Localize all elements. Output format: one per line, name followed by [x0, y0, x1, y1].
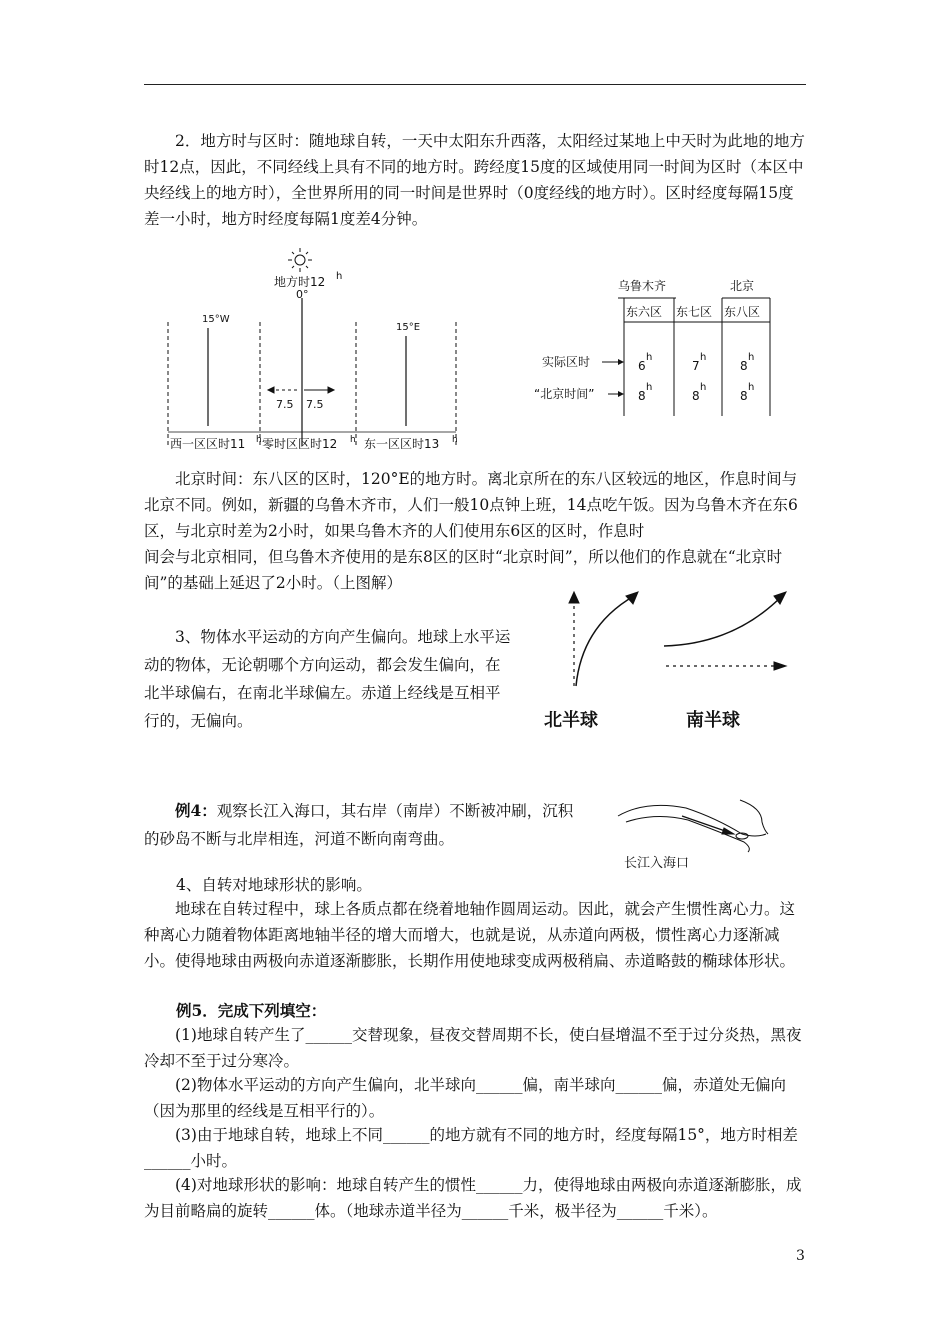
east-meridian-label: 15°E: [396, 322, 421, 333]
east-zone-label: 东一区区时13: [364, 437, 440, 451]
south-hemisphere-arrows: [664, 592, 786, 670]
header-rule: [144, 84, 806, 85]
zone-e7: 东七区: [676, 305, 713, 319]
zone-e6: 东六区: [626, 305, 663, 319]
value-e8-beijing: 8: [740, 389, 748, 403]
city-urumqi: 乌鲁木齐: [618, 279, 667, 293]
south-hemisphere-label: 南半球: [686, 710, 740, 731]
example-4-text: 观察长江入海口，其右岸（南岸）不断被冲刷，沉积的砂岛不断与北岸相连，河道不断向南弯曲。: [144, 802, 574, 848]
arrow-right-icon: [304, 387, 334, 393]
sup: h: [700, 352, 707, 363]
value-e8-actual: 8: [740, 359, 748, 373]
example-4-paragraph: [144, 797, 584, 853]
yangtze-estuary-diagram: [616, 794, 786, 854]
timezone-diagram: [160, 246, 470, 458]
value-e7-actual: 7: [692, 359, 700, 373]
arrow-right-icon: [618, 359, 624, 365]
value-e6-actual: 6: [638, 359, 646, 373]
row-beijing-time-label: “北京时间”: [534, 387, 595, 401]
north-hemisphere-arrows: [569, 592, 638, 686]
local-time-sup: h: [336, 271, 343, 282]
beijing-time-paragraph: [144, 466, 808, 596]
section-4-title: 4、自转对地球形状的影响。: [176, 876, 372, 894]
river-banks: [618, 800, 768, 852]
local-time-label: 地方时12: [274, 275, 326, 289]
zone-boundaries: [168, 322, 456, 446]
arrow-right-icon: [618, 391, 624, 397]
sup: h: [748, 382, 755, 393]
question-4: (4)对地球形状的影响：地球自转产生的惯性______力，使得地球由两极向赤道逐渐膨胀，成为目前略扁的旋转______体。（地球赤道半径为______千米，极半径为______千米）。: [144, 1176, 802, 1220]
sup: h: [700, 382, 707, 393]
section-3-paragraph: 3、物体水平运动的方向产生偏向。地球上水平运动的物体，无论朝哪个方向运动，都会发生偏向，在北半球偏右，在南北半球偏左。赤道上经线是互相平行的，无偏向。: [144, 628, 511, 730]
sup: h: [748, 352, 755, 363]
beijing-time-line1: 北京时间：东八区的区时，120°E的地方时。离北京所在的东八区较远的地区，作息时间与北京不同。例如，新疆的乌鲁木齐市，人们一般10点钟上班，14点吃午饭。因为乌鲁木齐在东6区，与北京时差为2小时，如果乌鲁木齐的人们使用东6区的区时，作息时: [144, 470, 798, 540]
west-zone-label: 西一区区时11: [170, 437, 246, 451]
question-1: (1)地球自转产生了______交替现象，昼夜交替周期不长，使白昼增温不至于过分炎热，黑夜冷却不至于过分寒冷。: [144, 1026, 802, 1070]
west-zone-sup: h: [256, 435, 262, 445]
deflection-diagram: [534, 586, 784, 736]
sup: h: [646, 382, 653, 393]
zero-zone-sup: h: [350, 435, 356, 445]
beijing-time-line2: 间会与北京相同，但乌鲁木齐使用的是东8区的区时“北京时间”，所以他们的作息就在“北京时间”的基础上延迟了2小时。（上图解）: [144, 548, 783, 592]
yangtze-caption: 长江入海口: [624, 856, 690, 871]
value-e6-beijing: 8: [638, 389, 646, 403]
page-number: 3: [796, 1248, 805, 1264]
value-e7-beijing: 8: [692, 389, 700, 403]
north-hemisphere-label: 北半球: [544, 710, 598, 731]
half-zone-left: 7.5: [276, 398, 294, 411]
example-5-title: 例5．完成下列填空：: [176, 1001, 327, 1020]
zone-e8: 东八区: [724, 305, 761, 319]
east-zone-sup: h: [452, 435, 458, 445]
zero-zone-label: 零时区区时12: [262, 437, 338, 451]
west-meridian-label: 15°W: [202, 314, 230, 325]
center-meridian-label: 0°: [296, 288, 309, 301]
meridians: [208, 298, 406, 446]
section-4-paragraph: 地球在自转过程中，球上各质点都在绕着地轴作圆周运动。因此，就会产生惯性离心力。这种离心力随着物体距离地轴半径的增大而增大，也就是说，从赤道向两极，惯性离心力逐渐减小。使得地球由两极向赤道逐渐膨胀，长期作用使地球变成两极稍扁、赤道略鼓的椭球体形状。: [144, 900, 796, 970]
city-beijing: 北京: [730, 279, 755, 293]
half-zone-right: 7.5: [306, 398, 324, 411]
sun-icon: [288, 248, 312, 272]
question-3: (3)由于地球自转，地球上不同______的地方就有不同的地方时，经度每隔15°，地方时相差______小时。: [144, 1126, 798, 1170]
section-2-paragraph: 2．地方时与区时：随地球自转，一天中太阳东升西落，太阳经过某地上中天时为此地的地方时12点，因此，不同经线上具有不同的地方时。跨经度15度的区域使用同一时间为区时（本区中央经线上的地方时），全世界所用的同一时间是世界时（0度经线的地方时）。区时经度每隔15度差一小时，地方时经度每隔1度差4分钟。: [144, 132, 805, 228]
arrow-left-icon: [268, 387, 300, 393]
sup: h: [646, 352, 653, 363]
example-4-lead: 例4：: [175, 801, 217, 820]
question-2: (2)物体水平运动的方向产生偏向，北半球向______偏，南半球向______偏，赤道处无偏向（因为那里的经线是互相平行的）。: [144, 1076, 786, 1120]
beijing-time-diagram: [534, 276, 774, 426]
row-actual-time-label: 实际区时: [542, 355, 591, 369]
